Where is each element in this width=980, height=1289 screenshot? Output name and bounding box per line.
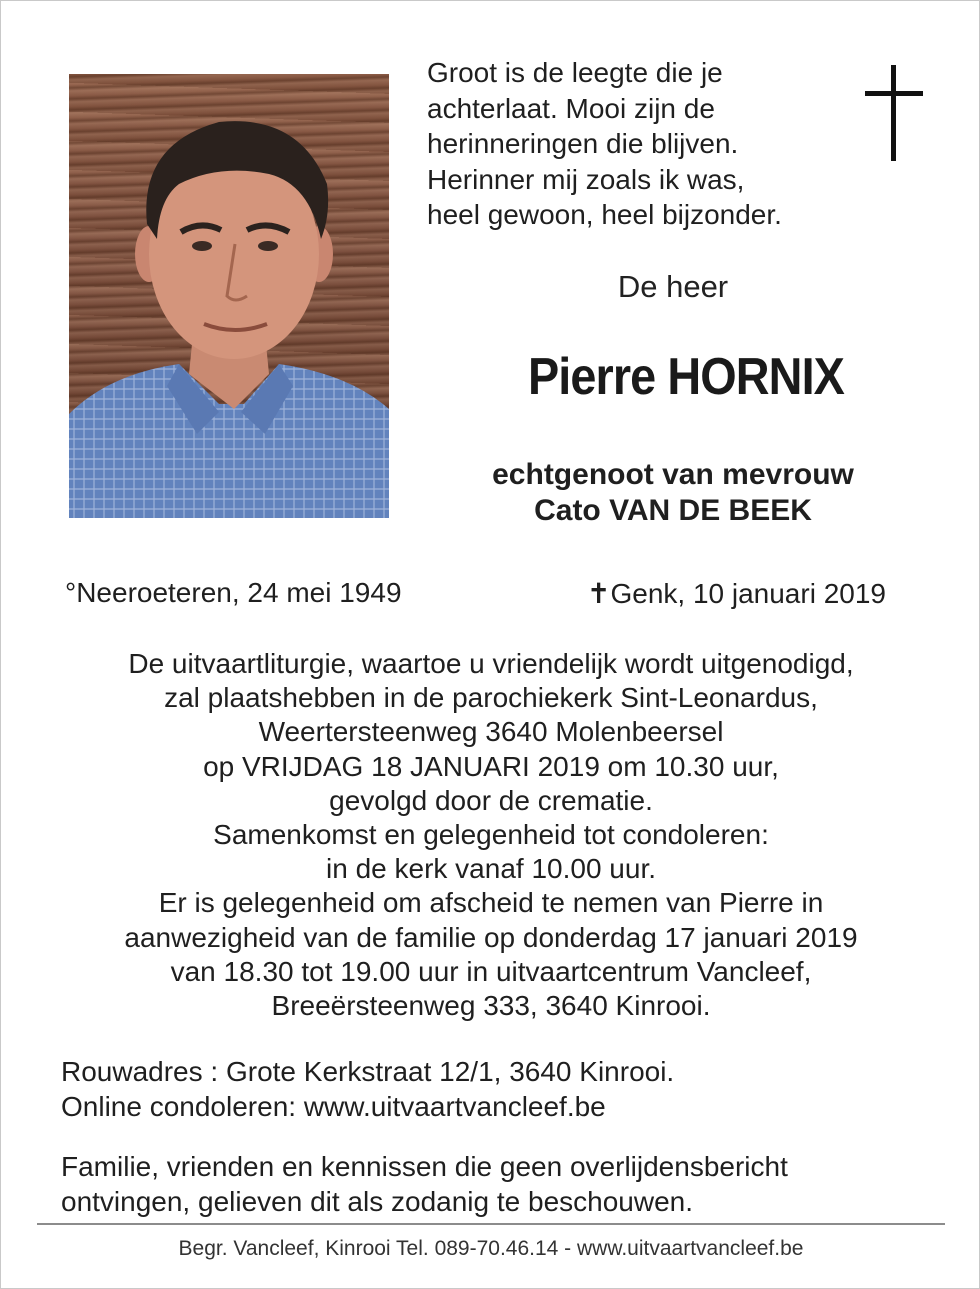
- details-line: Er is gelegenheid om afscheid te nemen van Pierre in: [158, 887, 824, 919]
- poem: [427, 55, 847, 233]
- details-line: zal plaatshebben in de parochiekerk Sint-Leonardus,: [164, 682, 818, 714]
- portrait-photo: [69, 74, 389, 518]
- details-line: van 18.30 tot 19.00 uur in uitvaartcentrum Vancleef,: [170, 955, 812, 987]
- family-note-line: ontvingen, gelieven dit als zodanig te beschouwen.: [61, 1186, 693, 1217]
- poem-line: achterlaat. Mooi zijn de: [427, 92, 715, 124]
- salutation: De heer: [617, 269, 729, 304]
- portrait-illustration: [69, 74, 389, 518]
- spouse-info: [413, 457, 933, 529]
- latin-cross-icon: [865, 65, 923, 161]
- footer-divider: [37, 1223, 945, 1225]
- family-note: [61, 1149, 788, 1219]
- deceased-name: Pierre HORNIX: [527, 348, 845, 406]
- spouse-name: Cato VAN DE BEEK: [534, 494, 812, 527]
- family-note-line: Familie, vrienden en kennissen die geen overlijdensbericht: [61, 1151, 788, 1182]
- online-condolence: Online condoleren: www.uitvaartvancleef.be: [61, 1091, 606, 1122]
- spouse-relation: echtgenoot van mevrouw: [492, 458, 854, 491]
- poem-line: heel gewoon, heel bijzonder.: [427, 199, 782, 230]
- death-info: ✝Genk, 10 januari 2019: [587, 578, 886, 609]
- address-block: [61, 1054, 674, 1124]
- details-line: in de kerk vanaf 10.00 uur.: [326, 853, 656, 885]
- details-line: gevolgd door de crematie.: [329, 784, 653, 816]
- mourning-address: Rouwadres : Grote Kerkstraat 12/1, 3640 Kinrooi.: [61, 1056, 675, 1087]
- details-line: De uitvaartliturgie, waartoe u vriendelijk wordt uitgenodigd,: [128, 648, 854, 679]
- details-line: Breeërsteenweg 333, 3640 Kinrooi.: [271, 990, 711, 1022]
- details-line: Samenkomst en gelegenheid tot condoleren:: [213, 819, 769, 851]
- details-line: aanwezigheid van de familie op donderdag 17 januari 2019: [124, 921, 858, 953]
- poem-line: Herinner mij zoals ik was,: [427, 163, 745, 195]
- details-line: op VRIJDAG 18 JANUARI 2019 om 10.30 uur,: [203, 750, 779, 782]
- details-line: Weertersteenweg 3640 Molenbeersel: [258, 716, 724, 748]
- funeral-details: [41, 647, 941, 1023]
- poem-line: herinneringen die blijven.: [427, 128, 739, 159]
- poem-line: Groot is de leegte die je: [427, 57, 723, 88]
- footer-credit: Begr. Vancleef, Kinrooi Tel. 089-70.46.14 - www.uitvaartvancleef.be: [178, 1237, 804, 1260]
- birth-info: °Neeroeteren, 24 mei 1949: [65, 577, 402, 608]
